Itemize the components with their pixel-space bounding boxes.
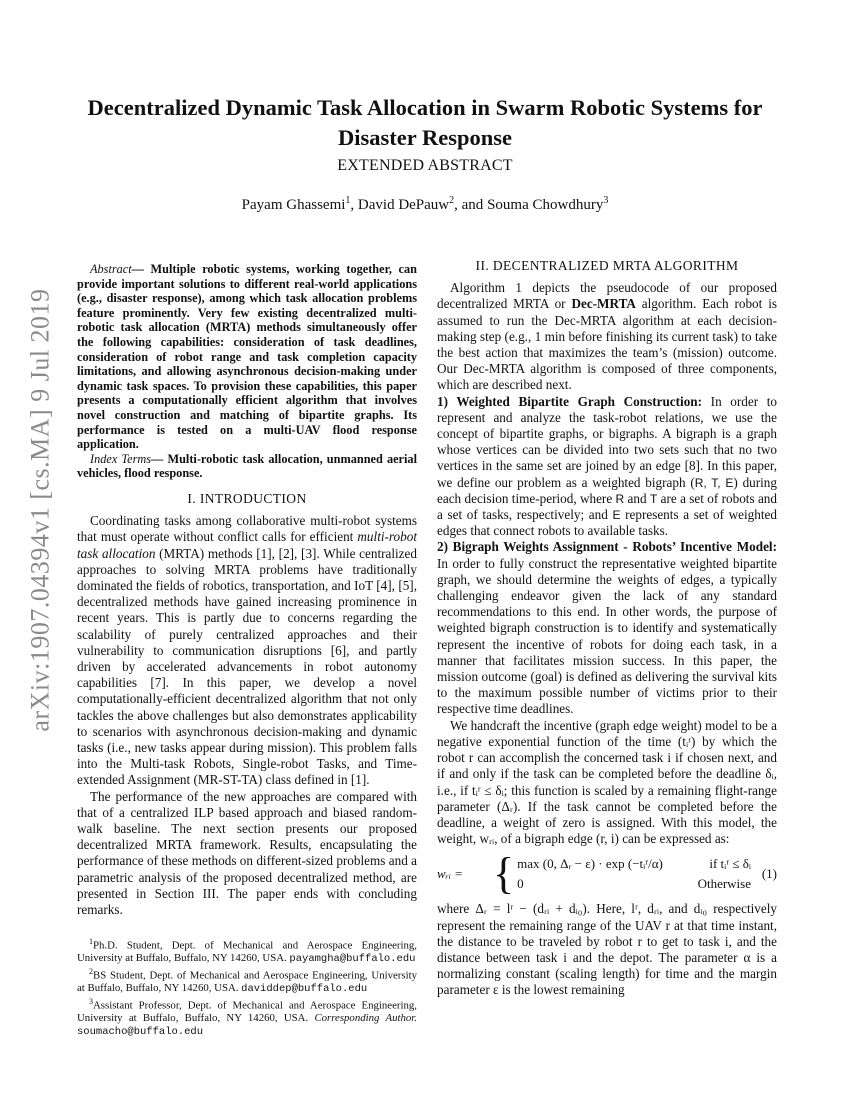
footnote-text: Assistant Professor, Dept. of Mechanical and Aerospace Engineering, University at Buffalo, Buffalo, NY 14260, USA. [77, 999, 417, 1024]
abstract-label: Abstract [90, 262, 132, 276]
index-terms-text: Multi-robotic task allocation, unmanned aerial vehicles, flood response. [77, 451, 417, 481]
author-1: Payam Ghassemi [241, 197, 346, 213]
footnote-mark: 1 [89, 937, 93, 947]
section-text: Algorithm 1 depicts the pseudocode of our proposed decentralized MRTA or [437, 280, 777, 312]
footnote-text: Ph.D. Student, Dept. of Mechanical and Aerospace Engineering, University at Buffalo, Buffalo, NY 14260, USA. [77, 939, 417, 965]
footnote-1 [77, 936, 417, 966]
section-2-heading: II. DECENTRALIZED MRTA ALGORITHM [475, 258, 739, 273]
author-2: David DePauw [357, 197, 450, 213]
equation-brace: { [493, 849, 515, 899]
case-condition: Otherwise [697, 876, 751, 892]
section-text: In order to represent and analyze the task-robot relations, we use the concept of bipartite graphs, or bigraphs. A bigraph is a graph whose vertices can be divided into two sets such that no two vertices in the same set are joined by an edge [8]. In this paper, we define our problem as a weighted bigraph ( [437, 393, 777, 490]
section-text: and [624, 490, 650, 506]
author-list [60, 195, 790, 214]
algorithm-name: Dec-MRTA [571, 296, 636, 312]
equation-number: (1) [761, 866, 777, 882]
equation-case-1 [517, 856, 751, 872]
section-2-paragraph-3: We handcraft the incentive (graph edge weight) model to be a negative exponential function of the time (tᵢʳ) by which the robot r can accomplish the concerned task i if chosen next, and if and only if the task can be completed before the deadline δᵢ, i.e., if tᵢʳ ≤ δᵢ; this function is scaled by a remaining flight-range parameter (Δᵣ). If the task cannot be completed before the deadline, a weight of zero is assigned. With this model, the weight, wᵣᵢ, of a bigraph edge (r, i) can be expressed as: [437, 717, 777, 847]
index-terms [77, 452, 417, 481]
abstract [77, 262, 417, 452]
index-terms-label: Index Terms [90, 451, 152, 466]
footnote-mark: 3 [89, 996, 93, 1006]
arxiv-identifier: arXiv:1907.04394v1 [cs.MA] 9 Jul 2019 [26, 288, 56, 732]
footnote-emphasis: Corresponding Author. [314, 1011, 417, 1024]
math-symbol: T [649, 491, 658, 506]
intro-heading: I. INTRODUCTION [187, 490, 307, 506]
equation-lhs: wᵣᵢ = [437, 866, 463, 882]
intro-text: Coordinating tasks among collaborative multi-robot systems that must operate without conflict calls for efficient [77, 513, 417, 545]
email-link-2[interactable]: daviddep@buffalo.edu [241, 983, 368, 996]
section-text: are a set of robots and a set of tasks, respectively; and [437, 490, 777, 523]
math-symbol: E [612, 508, 621, 523]
index-terms-dash: — [151, 451, 168, 466]
footnote-mark: 2 [89, 966, 93, 976]
intro-emphasis: multi-robot task allocation [77, 529, 417, 561]
footnote-2 [77, 966, 417, 996]
author-3: Souma Chowdhury [487, 197, 604, 213]
section-text: In order to fully construct the representative weighted bipartite graph, we should determine the weights of edges, a typically challenging endeavor given the lack of any standard recommendations to this end. In other words, the purpose of weighted bigraph construction is to identify and systematically represent the incentive of robots for doing each task, in a manner that facilitates mission success. In this paper, the mission outcome (goal) is defined as delivering the survival kits to the maximum possible number of victims prior to their respective time deadlines. [437, 555, 777, 717]
section-text: represents a set of weighted edges that connect robots to available tasks. [437, 507, 777, 539]
component-1 [437, 394, 777, 540]
equation-cases [517, 856, 751, 892]
case-condition: if tᵢʳ ≤ δᵢ [709, 856, 751, 872]
left-column [77, 262, 417, 1038]
footnotes [77, 930, 417, 1038]
equation-case-2 [517, 876, 751, 892]
footnote-3 [77, 996, 417, 1038]
component-2 [437, 539, 777, 717]
intro-paragraph-1 [77, 513, 417, 788]
section-text: ) during each decision time-period, where [437, 474, 777, 506]
intro-paragraph-2: The performance of the new approaches are compared with that of a centralized ILP based approach and biased random-walk baseline. The next section presents our proposed decentralized MRTA framework. Results, encapsulating the performance of these methods on different-sized problems and a parametric analysis of the proposed decentralized method, are presented in Section III. The paper ends with concluding remarks. [77, 788, 417, 917]
math-symbol: R [615, 491, 625, 506]
email-link-3[interactable]: soumacho@buffalo.edu [77, 1025, 204, 1038]
section-2-paragraph-1 [437, 280, 777, 393]
author-separator: , [350, 197, 358, 213]
email-link-1[interactable]: payamgha@buffalo.edu [289, 953, 416, 966]
paper-title: Decentralized Dynamic Task Allocation in Swarm Robotic Systems for Disaster Response [87, 95, 763, 150]
component-2-heading: 2) Bigraph Weights Assignment - Robots’ Incentive Model: [437, 539, 777, 555]
author-3-mark: 3 [603, 195, 609, 206]
section-text: algorithm. Each robot is assumed to run the Dec-MRTA algorithm at each decision-making step (e.g., 1 min before finishing its current task) to take the best action that maximizes the team’s (mission) outcome. Our Dec-MRTA algorithm is composed of three components, which are described next. [437, 296, 777, 393]
title-block [60, 93, 790, 214]
section-2-paragraph-4: where Δᵣ = lʳ − (dᵣᵢ + dᵢ₀). Here, lʳ, dᵣᵢ, and dᵢ₀ respectively represent the remaining range of the UAV r at that time instant, the distance to be traveled by robot r to get to task i, and the distance between task i and the depot. The parameter α is a normalizing constant (scaling length) for time and the margin parameter ε is the lowest remaining [437, 901, 777, 998]
paper-subtitle: EXTENDED ABSTRACT [337, 157, 513, 174]
author-1-mark: 1 [345, 195, 351, 206]
footnote-text: BS Student, Dept. of Mechanical and Aerospace Engineering, University at Buffalo, Buffalo, NY 14260, USA. [77, 969, 417, 995]
abstract-text: Multiple robotic systems, working together, can provide important solutions to different real-world applications (e.g., disaster response), among which task allocation problems feature prominently. Very few existing decentralized multi-robotic task allocation (MRTA) methods simultaneously offer the following capabilities: consideration of task deadlines, consideration of robot range and task completion capacity limitations, and allowing asynchronous decision-making under dynamic task spaces. To provision these capabilities, this paper presents a computationally efficient algorithm that involves novel construction and matching of bipartite graphs. Its performance is tested on a multi-UAV flood response application. [77, 262, 418, 452]
case-expression: 0 [517, 876, 524, 892]
intro-text: (MRTA) methods [1], [2], [3]. While centralized approaches to solving MRTA problems have traditionally dominated the fields of robotics, transportation, and IoT [4], [5], decentralized methods have gained increasing prominence in recent years. This is partly due to concerns regarding the scalability of purely centralized approaches and their vulnerability to communication disruptions [6], and partly driven by accelerated advancements in robot autonomy capabilities [7]. In this paper, we develop a novel computationally-efficient decentralized algorithm that not only tackles the above challenges but also demonstrates applicability to scenarios with asynchronous decision-making and dynamic tasks (i.e., new tasks appear during mission). This problem falls into the Multi-task Robots, Single-robot Tasks, and Time-extended Assignment (MR-ST-TA) class defined in [1]. [77, 545, 417, 788]
right-column [437, 258, 777, 999]
case-expression: max (0, Δᵣ − ε) · exp (−tᵢʳ/α) [517, 856, 663, 872]
author-2-mark: 2 [449, 195, 455, 206]
abstract-dash: — [131, 262, 151, 276]
author-separator: , and [454, 197, 488, 213]
math-symbol: R, T, E [694, 475, 734, 490]
component-1-heading: 1) Weighted Bipartite Graph Construction: [437, 393, 703, 409]
equation-1 [437, 851, 777, 897]
